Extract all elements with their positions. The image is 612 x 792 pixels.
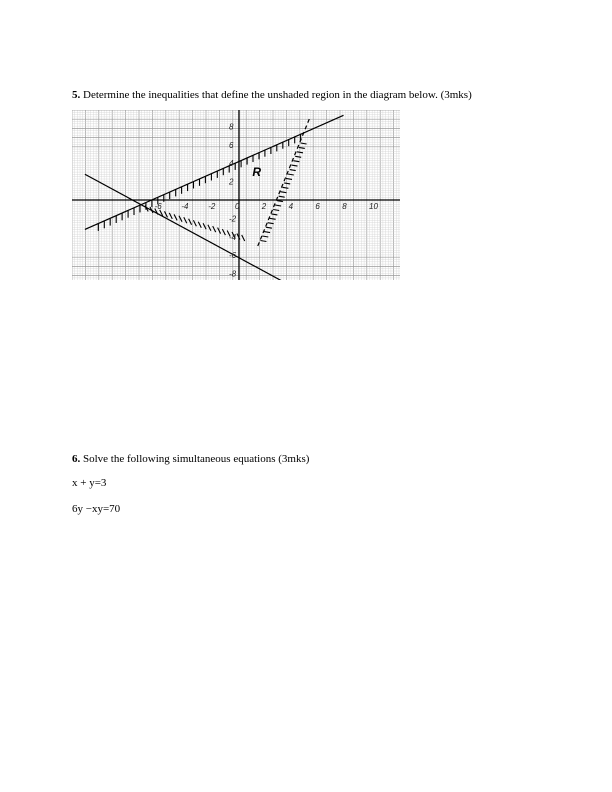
x-tick-label: 2 [261,202,267,211]
hatch-steep [271,214,277,215]
hatch-steep [295,156,301,157]
hatch-steep [275,205,281,206]
question-6-text: Solve the following simultaneous equations (3mks) [80,453,310,465]
hatch-steep [297,152,303,153]
question-6-number: 6. [72,453,81,465]
equation-2: 6y −xy=70 [72,503,121,515]
y-tick-label: -4 [229,232,237,242]
hatch-lower [193,220,196,226]
graph-svg [72,110,400,280]
hatch-steep [288,174,294,175]
y-tick-label: -2 [229,214,237,224]
hatch-steep [260,241,266,242]
y-tick-label: 8 [229,122,234,132]
x-tick-label: 6 [315,202,320,211]
x-tick-label: -6 [154,202,162,211]
y-tick-label: 2 [229,177,234,187]
x-tick-label: 8 [342,202,347,211]
shading-hatches [98,134,306,242]
question-5-text: Determine the inequalities that define the unshaded region in the diagram below. (3mks) [80,89,472,101]
hatch-steep [277,201,283,202]
question-5 [72,88,472,102]
equation-1: x + y=3 [72,477,107,489]
hatch-steep [293,161,299,162]
y-tick-label: -8 [229,269,237,279]
x-tick-label: -4 [181,202,189,211]
y-tick-label: 4 [229,159,234,169]
hatch-steep [301,143,307,144]
hatch-lower [242,235,245,241]
question-6 [72,452,309,466]
y-tick-label: 6 [229,140,234,150]
region-label: R [252,165,262,180]
x-tick-label: 0 [235,202,240,211]
question-5-number: 5. [72,89,81,101]
inequality-graph [72,110,400,280]
x-tick-label: 10 [369,202,378,211]
x-tick-label: 4 [288,202,294,211]
hatch-steep [286,178,292,179]
hatch-steep [281,192,287,193]
hatch-steep [262,236,268,237]
hatch-lower [208,225,211,231]
x-tick-label: -2 [208,202,216,211]
y-tick-label: -6 [229,251,237,261]
